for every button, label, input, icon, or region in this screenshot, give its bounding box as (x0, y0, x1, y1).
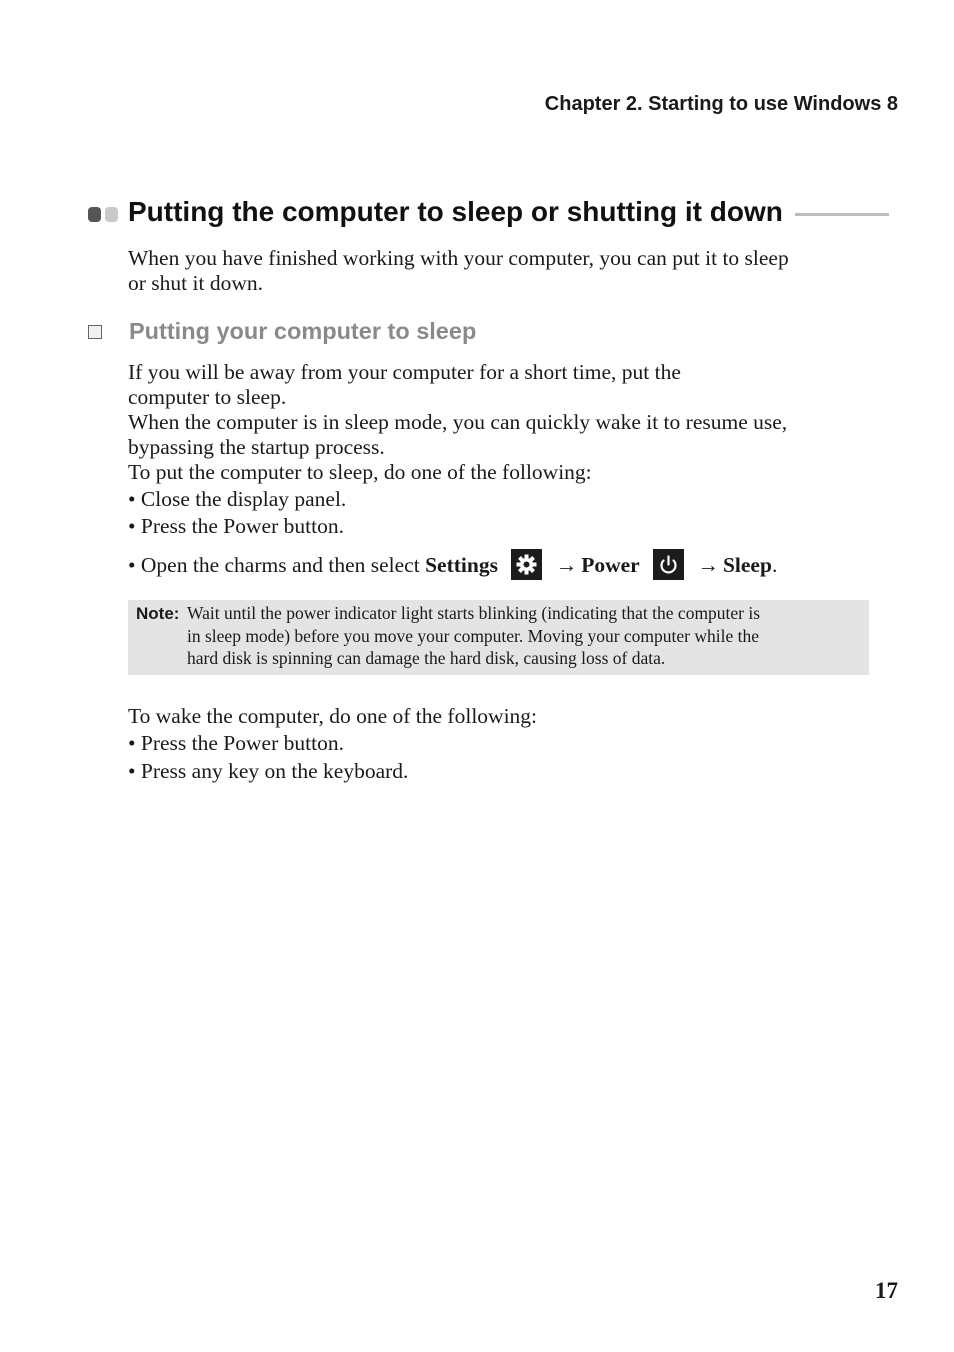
sleep-label: Sleep (722, 553, 772, 577)
body-line: To wake the computer, do one of the following: (128, 704, 538, 728)
power-label: Power (581, 553, 640, 577)
note-label: Note: (136, 604, 180, 623)
body-line: To put the computer to sleep, do one of the following: (128, 460, 592, 484)
wake-paragraph (128, 704, 898, 784)
title-bullets-icon (88, 207, 122, 223)
bullet-item: • Press the Power button. (128, 731, 344, 755)
arrow: → (555, 553, 578, 577)
note-box (128, 600, 869, 675)
body-line: When the computer is in sleep mode, you can quickly wake it to resume use, (128, 410, 788, 434)
bullet-item: • Press any key on the keyboard. (128, 759, 409, 783)
bullet-item: • Close the display panel. (128, 487, 347, 511)
body-line: If you will be away from your computer for a short time, put the (128, 360, 681, 384)
bullet-item: • Press the Power button. (128, 514, 344, 538)
settings-label: Settings (425, 553, 498, 577)
sleep-paragraph (128, 360, 898, 539)
arrow: → (697, 553, 719, 577)
title-rule (795, 213, 889, 216)
intro-paragraph (128, 246, 898, 296)
body-line: bypassing the startup process. (128, 435, 385, 459)
intro-line: When you have finished working with your computer, you can put it to sleep (128, 246, 789, 270)
body-line: computer to sleep. (128, 385, 287, 409)
chapter-header: Chapter 2. Starting to use Windows 8 (544, 93, 898, 115)
power-icon (653, 549, 684, 580)
intro-line: or shut it down. (128, 271, 263, 295)
note-text (187, 602, 857, 670)
charm-prefix: • Open the charms and then select (128, 553, 426, 577)
subsection-title: Putting your computer to sleep (129, 318, 477, 344)
page-number: 17 (875, 1278, 898, 1303)
square-bullet-icon (88, 325, 102, 339)
note-line: in sleep mode) before you move your computer. Moving your computer while the (187, 625, 760, 646)
period: . (771, 553, 778, 577)
note-line: hard disk is spinning can damage the hard disk, causing loss of data. (187, 648, 666, 668)
charm-instruction (128, 548, 777, 583)
note-line: Wait until the power indicator light starts blinking (indicating that the computer is (187, 603, 761, 623)
gear-icon (511, 549, 542, 580)
section-title: Putting the computer to sleep or shutting it down (128, 196, 783, 227)
